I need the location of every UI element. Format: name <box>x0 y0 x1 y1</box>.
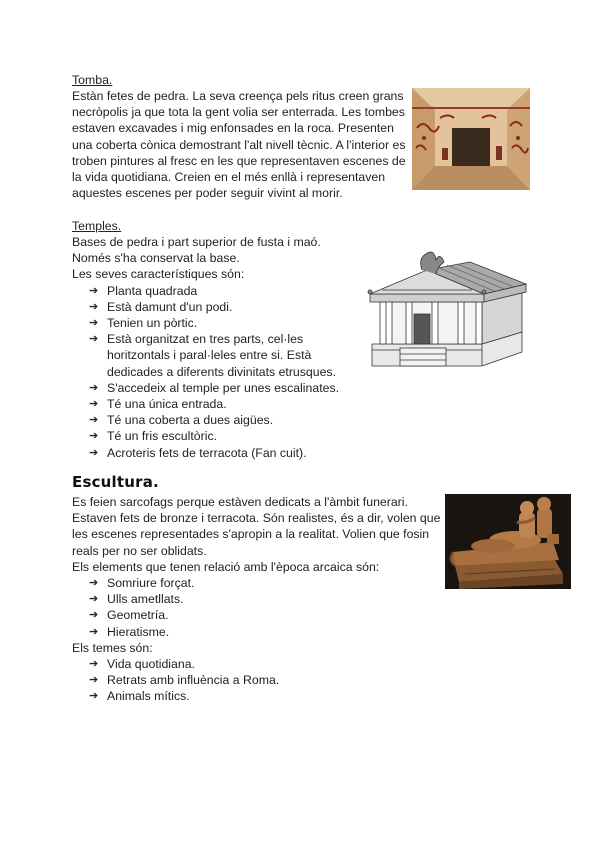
list-item: ➔ Té una única entrada. <box>89 397 227 412</box>
arrow-icon: ➔ <box>89 284 99 297</box>
sarcophagus-image <box>445 494 571 589</box>
list-item: ➔ Hieratisme. <box>89 624 170 639</box>
tomba-line: Estàn fetes de pedra. La seva creença pels ritus creen grans <box>72 89 404 103</box>
arrow-icon: ➔ <box>89 317 99 330</box>
temples-line: Bases de pedra i part superior de fusta i maó. <box>72 235 321 249</box>
list-item: ➔ Ulls ametllats. <box>89 592 184 607</box>
list-item: ➔ Planta quadrada <box>89 283 198 298</box>
arrow-icon: ➔ <box>89 593 99 606</box>
arrow-icon: ➔ <box>89 333 99 346</box>
tomba-line: la vida quotidiana. Creien en el més enllà i representaven <box>72 170 386 185</box>
tomba-line: una coberta cònica demostrant l'alt nivell tècnic. A l'interior es <box>72 137 406 152</box>
escultura-paragraph <box>72 494 442 705</box>
escultura-line: Els elements que tenen relació amb l'època arcaica són: <box>72 559 380 574</box>
list-item: ➔ Té un fris escultòric. <box>89 429 218 444</box>
arrow-icon: ➔ <box>89 690 99 703</box>
list-item: ➔ Animals mítics. <box>89 689 190 704</box>
list-item: ➔ Somriure forçat. <box>89 576 195 591</box>
escultura-line: reals per no ser oblidats. <box>72 543 207 558</box>
list-item: ➔ Geometría. <box>89 608 169 623</box>
list-item: ➔ Vida quotidiana. <box>89 657 195 672</box>
arrow-icon: ➔ <box>89 300 99 313</box>
temples-bullet-list <box>72 283 372 461</box>
temples-line: Només s'ha conservat la base. <box>72 251 240 266</box>
temples-paragraph <box>72 234 372 461</box>
tomba-paragraph <box>72 88 412 201</box>
arrow-icon: ➔ <box>89 674 99 687</box>
list-item: ➔ Tenien un pòrtic. <box>89 316 198 331</box>
tomba-line: estaven excavades i mig enfonsades en la roca. Presenten <box>72 121 394 136</box>
arrow-icon: ➔ <box>89 430 99 443</box>
arrow-icon: ➔ <box>89 658 99 671</box>
list-item: ➔ Té una coberta a dues aigües. <box>89 413 274 428</box>
escultura-line: les escenes representades s'apropin a la realitat. Volien que fosin <box>72 527 430 542</box>
arrow-icon: ➔ <box>89 414 99 427</box>
tomba-line: troben pintures al fresc en les que representaven escenes de <box>72 153 406 168</box>
escultura-line: Es feien sarcofags perque estàven dedicats a l'àmbit funerari. <box>72 495 408 509</box>
arrow-icon: ➔ <box>89 398 99 411</box>
tomba-line: aquestes escenes per poder seguir vivint al morir. <box>72 186 343 201</box>
escultura-bullet-list <box>72 575 442 640</box>
list-item: ➔ Està organitzat en tres parts, cel·les horitzontals i paral·leles entre si. Està dedicades a diferents divinitats etrusques. <box>89 332 336 379</box>
etruscan-temple-image <box>362 240 532 372</box>
temes-intro: Els temes són: <box>72 640 153 655</box>
escultura-line: Estaven fets de bronze i terracota. Són realistes, és a dir, volen que <box>72 511 441 526</box>
temples-line: Les seves característiques són: <box>72 267 245 282</box>
list-item: ➔ Està damunt d'un podi. <box>89 299 233 314</box>
tomba-heading: Tomba. <box>72 73 113 87</box>
escultura-title: Escultura. <box>72 473 159 491</box>
temes-bullet-list <box>72 656 442 705</box>
list-item: ➔ Retrats amb influència a Roma. <box>89 673 280 688</box>
tomb-fresco-image <box>412 88 530 190</box>
arrow-icon: ➔ <box>89 609 99 622</box>
tomba-line: necròpolis ja que tota la gent volia ser enterrada. Les tombes <box>72 105 405 120</box>
arrow-icon: ➔ <box>89 625 99 638</box>
arrow-icon: ➔ <box>89 577 99 590</box>
arrow-icon: ➔ <box>89 381 99 394</box>
list-item: ➔ Acroteris fets de terracota (Fan cuit). <box>89 445 307 460</box>
temples-heading: Temples. <box>72 219 122 233</box>
list-item: ➔ S'accedeix al temple per unes escalinates. <box>89 380 340 395</box>
arrow-icon: ➔ <box>89 446 99 459</box>
